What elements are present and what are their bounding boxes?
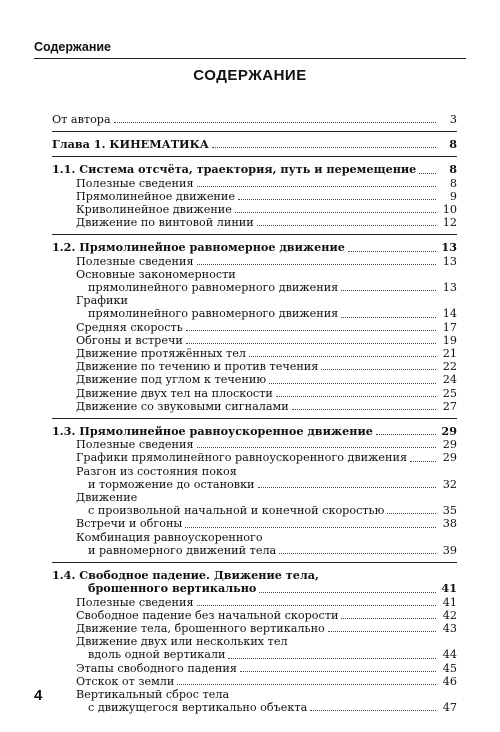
toc-entry-page: 35 <box>442 504 457 518</box>
toc-entry-page: 13 <box>442 254 457 268</box>
toc-entry[interactable] <box>52 609 457 622</box>
dot-leader <box>410 461 436 462</box>
dot-leader <box>197 186 436 187</box>
toc-entry-page: 46 <box>442 674 457 688</box>
toc-entry-page: 29 <box>442 451 457 465</box>
toc-entry-label: Движение двух или нескольких тел <box>76 635 288 649</box>
toc-entry-label: 1.2. Прямолинейное равномерное движение <box>52 240 345 255</box>
dot-leader <box>328 631 436 632</box>
dot-leader <box>238 199 436 200</box>
toc-entry-label: и равномерного движений тела <box>88 543 277 557</box>
toc-entry-page: 24 <box>442 373 457 387</box>
toc-entry[interactable] <box>52 190 457 203</box>
toc-entry-page: 41 <box>441 581 457 596</box>
toc-entry-label: Полезные сведения <box>76 438 194 452</box>
dot-leader <box>114 122 436 123</box>
toc-entry-label: Движение со звуковыми сигналами <box>76 399 289 413</box>
toc-entry-label: Отскок от земли <box>76 674 175 688</box>
toc-entry-label: Движение двух тел на плоскости <box>76 386 273 400</box>
dot-leader <box>186 343 436 344</box>
toc-entry[interactable] <box>52 491 457 504</box>
toc-entry[interactable] <box>52 662 457 675</box>
dot-leader <box>258 487 436 488</box>
toc-entry-page: 38 <box>442 517 457 531</box>
toc-entry[interactable] <box>52 688 457 701</box>
toc-entry[interactable] <box>52 531 457 544</box>
toc-entry[interactable] <box>52 177 457 190</box>
toc-entry[interactable] <box>52 675 457 688</box>
dot-leader <box>310 710 436 711</box>
toc-entry-label: Движение протяжённых тел <box>76 347 246 361</box>
toc-entry-label: Прямолинейное движение <box>76 189 235 203</box>
toc-entry-label: Вертикальный сброс тела <box>76 687 230 701</box>
toc-entry-label: Этапы свободного падения <box>76 661 237 675</box>
toc-entry[interactable] <box>52 544 457 557</box>
toc-entry-page: 22 <box>442 360 457 374</box>
toc-entry-page: 10 <box>442 203 457 217</box>
toc-entry-label: вдоль одной вертикали <box>88 648 226 662</box>
toc-entry[interactable] <box>52 281 457 294</box>
toc-entry-label: Комбинация равноускоренного <box>76 530 263 544</box>
toc-entry-page: 8 <box>449 176 457 190</box>
toc-entry-page: 39 <box>442 543 457 557</box>
toc-entry-label: Движение тела, брошенного вертикально <box>76 621 325 635</box>
toc-entry[interactable] <box>52 648 457 661</box>
toc-entry-label: Полезные сведения <box>76 254 194 268</box>
toc-entry-page: 19 <box>442 333 457 347</box>
toc-entry-page: 12 <box>442 216 457 230</box>
toc-entry-label: Обгоны и встречи <box>76 333 183 347</box>
toc-entry-page: 44 <box>442 648 457 662</box>
toc-entry-page: 8 <box>449 137 457 152</box>
toc-entry-label: От автора <box>52 113 111 126</box>
dot-leader <box>240 671 436 672</box>
section-divider <box>52 418 457 419</box>
page-title: СОДЕРЖАНИЕ <box>193 67 307 84</box>
dot-leader <box>276 396 436 397</box>
toc-entry-label: Криволинейное движение <box>76 203 232 217</box>
toc-entry-label: и торможение до остановки <box>88 477 255 491</box>
dot-leader <box>341 317 436 318</box>
dot-leader <box>419 173 436 174</box>
toc-entry[interactable] <box>52 596 457 609</box>
toc-entry[interactable] <box>52 582 457 595</box>
toc-entry-label: Полезные сведения <box>76 176 194 190</box>
dot-leader <box>177 684 436 685</box>
toc-entry-label: прямолинейного равномерного движения <box>88 307 339 321</box>
dot-leader <box>321 369 436 370</box>
toc-entry-page: 8 <box>449 162 457 177</box>
dot-leader <box>186 330 436 331</box>
toc-entry-label: брошенного вертикально <box>88 581 257 596</box>
toc-entry[interactable] <box>52 216 457 229</box>
toc-entry-label: Движение по течению и против течения <box>76 360 319 374</box>
toc-entry[interactable] <box>52 255 457 268</box>
toc-entry[interactable] <box>52 241 457 254</box>
toc-entry[interactable] <box>52 347 457 360</box>
toc-entry[interactable] <box>52 138 457 151</box>
dot-leader <box>212 147 436 148</box>
toc-entry-label: Основные закономерности <box>76 267 236 281</box>
dot-leader <box>235 212 436 213</box>
dot-leader <box>185 527 436 528</box>
toc-entry[interactable] <box>52 294 457 307</box>
toc-entry-page: 41 <box>442 595 457 609</box>
dot-leader <box>376 434 436 435</box>
toc-entry-page: 29 <box>442 438 457 452</box>
toc-entry[interactable] <box>52 373 457 386</box>
section-divider <box>52 131 457 132</box>
toc-entry[interactable] <box>52 400 457 413</box>
dot-leader <box>341 618 436 619</box>
toc-entry-label: Графики прямолинейного равноускоренного движения <box>76 451 408 465</box>
toc-entry[interactable] <box>52 425 457 438</box>
toc-entry-label: Движение по винтовой линии <box>76 216 254 230</box>
toc-entry-page: 21 <box>442 347 457 361</box>
toc-entry[interactable] <box>52 203 457 216</box>
toc-entry[interactable] <box>52 465 457 478</box>
toc-entry-page: 42 <box>442 608 457 622</box>
toc-entry[interactable] <box>52 307 457 320</box>
toc-entry-label: 1.4. Свободное падение. Движение тела, <box>52 568 319 583</box>
page-number: 4 <box>34 687 43 704</box>
dot-leader <box>197 447 436 448</box>
toc-entry[interactable] <box>52 517 457 530</box>
toc-entry[interactable] <box>52 268 457 281</box>
toc-entry[interactable] <box>52 321 457 334</box>
toc-entry[interactable] <box>52 504 457 517</box>
toc-entry[interactable] <box>52 360 457 373</box>
dot-leader <box>249 356 436 357</box>
toc-entry-label: Движение под углом к течению <box>76 373 267 387</box>
running-header: Содержание <box>34 40 112 54</box>
dot-leader <box>348 251 436 252</box>
header-rule <box>34 58 466 59</box>
toc-entry-page: 45 <box>442 661 457 675</box>
toc-entry-page: 13 <box>441 240 457 255</box>
toc-entry-label: прямолинейного равномерного движения <box>88 281 339 295</box>
dot-leader <box>292 409 436 410</box>
dot-leader <box>259 592 436 593</box>
toc-entry[interactable] <box>52 622 457 635</box>
toc-entry-label: Глава 1. КИНЕМАТИКА <box>52 137 209 152</box>
toc-entry[interactable] <box>52 163 457 176</box>
toc-entry[interactable] <box>52 387 457 400</box>
toc-entry[interactable] <box>52 334 457 347</box>
dot-leader <box>341 290 436 291</box>
toc-entry[interactable] <box>52 113 457 126</box>
section-divider <box>52 234 457 235</box>
toc-entry-label: Разгон из состояния покоя <box>76 464 237 478</box>
toc-entry-label: Полезные сведения <box>76 595 194 609</box>
table-of-contents <box>52 113 457 714</box>
toc-entry-page: 13 <box>442 281 457 295</box>
dot-leader <box>269 383 436 384</box>
dot-leader <box>387 513 436 514</box>
toc-entry-page: 9 <box>449 189 457 203</box>
toc-entry-page: 14 <box>442 307 457 321</box>
toc-entry[interactable] <box>52 701 457 714</box>
dot-leader <box>279 553 436 554</box>
dot-leader <box>197 605 436 606</box>
section-divider <box>52 562 457 563</box>
toc-entry-label: 1.3. Прямолинейное равноускоренное движение <box>52 424 373 439</box>
toc-entry-page: 29 <box>441 424 457 439</box>
toc-entry-label: Графики <box>76 294 128 308</box>
dot-leader <box>228 658 436 659</box>
toc-entry-label: Встречи и обгоны <box>76 517 183 531</box>
toc-entry-label: Движение <box>76 491 138 505</box>
toc-entry[interactable] <box>52 451 457 464</box>
toc-entry-page: 43 <box>442 621 457 635</box>
dot-leader <box>257 225 436 226</box>
section-divider <box>52 156 457 157</box>
toc-entry[interactable] <box>52 438 457 451</box>
toc-entry-label: 1.1. Система отсчёта, траектория, путь и перемещение <box>52 162 417 177</box>
toc-entry[interactable] <box>52 478 457 491</box>
toc-entry-page: 27 <box>442 399 457 413</box>
toc-entry-label: с произвольной начальной и конечной скоростью <box>88 504 385 518</box>
toc-entry-page: 17 <box>442 320 457 334</box>
toc-entry[interactable] <box>52 635 457 648</box>
toc-entry-label: Средняя скорость <box>76 320 183 334</box>
dot-leader <box>197 264 436 265</box>
toc-entry-page: 25 <box>442 386 457 400</box>
toc-entry-page: 3 <box>449 113 457 126</box>
toc-entry-page: 32 <box>442 477 457 491</box>
toc-entry-label: с движущегося вертикально объекта <box>88 701 308 715</box>
toc-entry-page: 47 <box>442 701 457 715</box>
toc-entry-label: Свободное падение без начальной скорости <box>76 608 339 622</box>
